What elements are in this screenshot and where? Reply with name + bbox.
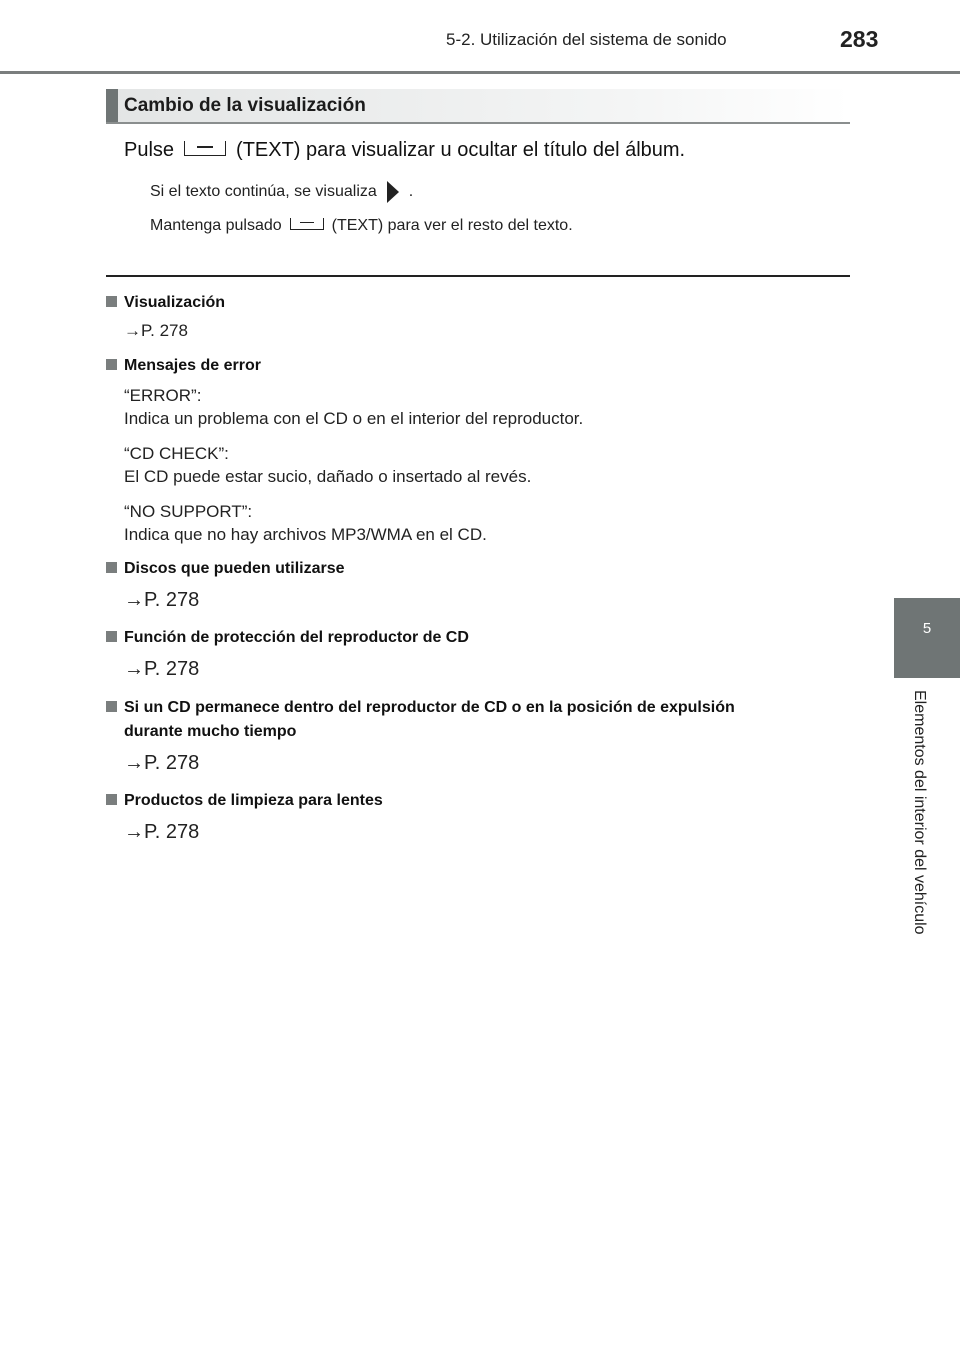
error-code: “ERROR”: [124,386,202,405]
note-title: Discos que pueden utilizarse [106,557,856,581]
note-title: Función de protección del reproductor de CD [106,626,856,650]
section-heading [106,89,850,123]
main-instruction-before: Pulse [124,139,175,161]
page-reference: →P. 278 [124,589,200,611]
sub1-before: Si el texto continúa, se visualiza [150,183,377,201]
square-bullet-icon [106,296,117,307]
arrow-right-icon [387,181,399,203]
sub2-after: (TEXT) para ver el resto del texto. [331,217,573,234]
square-bullet-icon [106,359,117,370]
note-title: Si un CD permanece dentro del reproductor de CD o en la posición de expulsión durante mucho tiempo [106,696,856,744]
error-text: El CD puede estar sucio, dañado o insertado al revés. [124,467,532,486]
header-rule [0,71,960,74]
page-reference: →P. 278 [124,752,200,774]
error-code: “CD CHECK”: [124,444,229,463]
page-reference: →P. 278 [124,321,188,340]
note-visualizacion [106,291,856,341]
running-header: 5-2. Utilización del sistema de sonido [446,30,727,49]
sub1-after: . [408,183,414,201]
error-code: “NO SUPPORT”: [124,502,253,521]
chapter-label: Elementos del interior del vehículo [911,690,928,935]
note-title: Mensajes de error [106,354,856,378]
page-reference: →P. 278 [124,821,200,843]
error-text: Indica que no hay archivos MP3/WMA en el CD. [124,525,487,544]
section-accent [106,89,118,123]
page-number: 283 [840,26,879,52]
square-bullet-icon [106,794,117,805]
chapter-number: 5 [922,620,932,637]
error-item [106,384,856,430]
chapter-tab [894,598,960,678]
sub-instruction-continue [150,181,413,203]
error-item [106,500,856,546]
text-button-icon [184,141,226,156]
note-permanece [106,696,856,775]
note-discos [106,557,856,612]
section-underline [106,122,850,124]
square-bullet-icon [106,701,117,712]
note-title: Productos de limpieza para lentes [106,789,856,813]
text-button-icon [290,218,324,230]
note-limpieza [106,789,856,844]
sub-instruction-hold [150,217,573,235]
note-proteccion [106,626,856,681]
main-instruction [124,139,685,162]
main-instruction-after: (TEXT) para visualizar u ocultar el título del álbum. [236,139,686,161]
square-bullet-icon [106,631,117,642]
sub2-before: Mantenga pulsado [150,217,282,234]
page-reference: →P. 278 [124,658,200,680]
error-item [106,442,856,488]
note-mensajes [106,354,856,546]
error-text: Indica un problema con el CD o en el interior del reproductor. [124,409,584,428]
notes-divider [106,275,850,277]
section-title: Cambio de la visualización [124,95,366,116]
square-bullet-icon [106,562,117,573]
note-title: Visualización [106,291,856,315]
